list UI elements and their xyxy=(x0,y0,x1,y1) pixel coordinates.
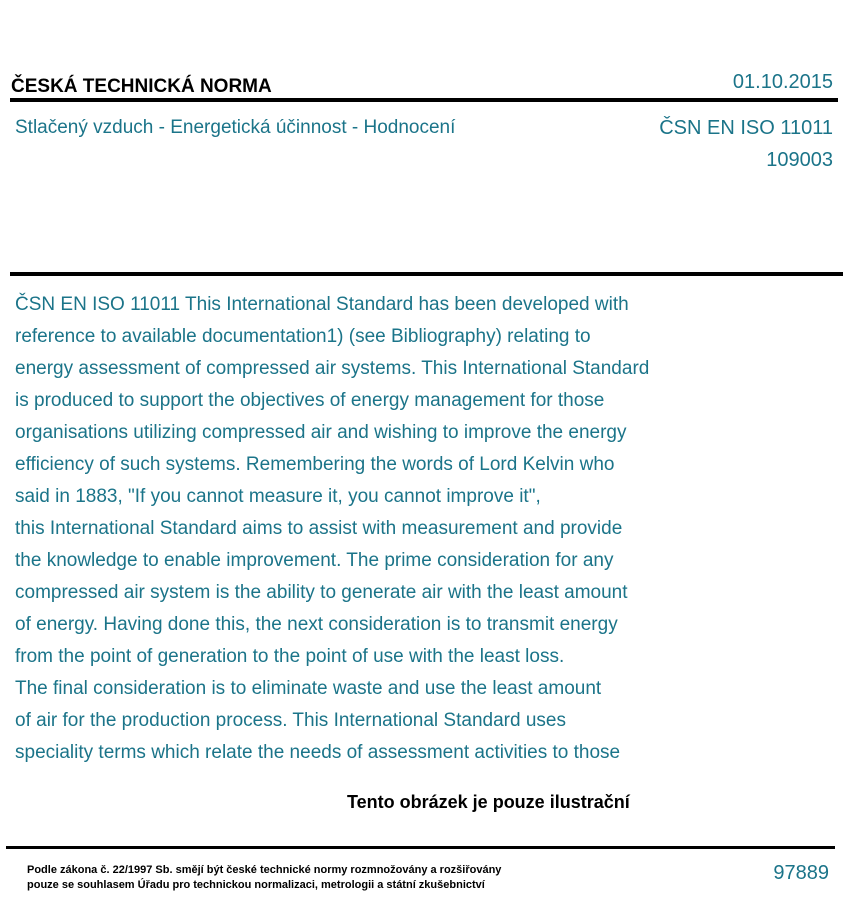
body-line: efficiency of such systems. Remembering the words of Lord Kelvin who xyxy=(15,454,615,475)
body-line: from the point of generation to the point of use with the least loss. xyxy=(15,646,565,667)
body-line: organisations utilizing compressed air and wishing to improve the energy xyxy=(15,422,627,443)
body-line: The final consideration is to eliminate waste and use the least amount xyxy=(15,678,602,699)
publication-date: 01.10.2015 xyxy=(732,71,833,93)
legal-notice-line: pouze se souhlasem Úřadu pro technickou normalizaci, metrologii a státní zkušebnictví xyxy=(27,879,485,891)
body-line: the knowledge to enable improvement. The prime consideration for any xyxy=(15,550,614,571)
body-line: reference to available documentation1) (see Bibliography) relating to xyxy=(15,326,591,347)
document-body xyxy=(15,289,775,769)
document-number: 97889 xyxy=(773,862,829,884)
document-title: Stlačený vzduch - Energetická účinnost - Hodnocení xyxy=(15,117,456,138)
body-line: is produced to support the objectives of energy management for those xyxy=(15,390,605,411)
body-line: said in 1883, "If you cannot measure it, you cannot improve it", xyxy=(15,486,541,507)
body-line: speciality terms which relate the needs of assessment activities to those xyxy=(15,742,621,763)
legal-notice-line: Podle zákona č. 22/1997 Sb. smějí být české technické normy rozmnožovány a rozšiřovány xyxy=(27,864,502,876)
document-code: ČSN EN ISO 11011 xyxy=(659,117,833,139)
standard-header-title: ČESKÁ TECHNICKÁ NORMA xyxy=(11,76,272,97)
body-line: energy assessment of compressed air systems. This International Standard xyxy=(15,358,650,379)
legal-notice xyxy=(27,863,501,893)
body-line: ČSN EN ISO 11011 This International Standard has been developed with xyxy=(15,294,629,315)
illustration-disclaimer: Tento obrázek je pouze ilustrační xyxy=(347,792,630,812)
classification-number: 109003 xyxy=(766,149,833,171)
body-line: of air for the production process. This International Standard uses xyxy=(15,710,566,731)
body-line: of energy. Having done this, the next consideration is to transmit energy xyxy=(15,614,618,635)
body-line: compressed air system is the ability to generate air with the least amount xyxy=(15,582,628,603)
footer-divider xyxy=(6,846,835,849)
section-divider xyxy=(10,272,843,276)
body-line: this International Standard aims to assist with measurement and provide xyxy=(15,518,623,539)
header-divider xyxy=(10,98,838,102)
